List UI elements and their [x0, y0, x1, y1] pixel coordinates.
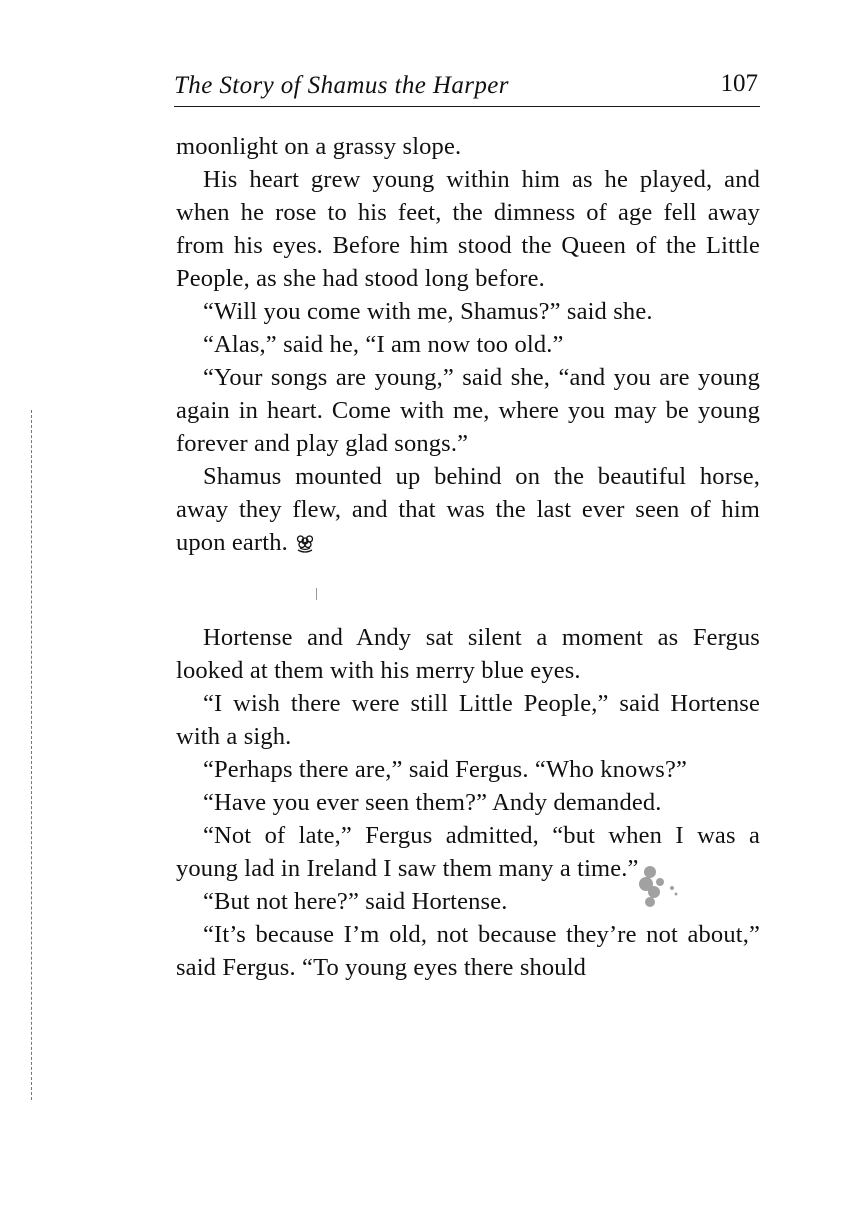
paragraph: His heart grew young within him as he played, and when he rose to his feet, the dimness of age fell away from his eyes. Before him stood the Queen of the Little People, as she had stood long before. — [176, 166, 760, 292]
paragraph: “I wish there were still Little People,” said Hortense with a sigh. — [176, 690, 760, 750]
paragraph-story-end — [176, 460, 760, 559]
paragraph: “It’s because I’m old, not because they’re not about,” said Fergus. “To young eyes there should — [176, 921, 760, 981]
scan-speck — [316, 588, 317, 600]
paragraph: “Will you come with me, Shamus?” said she. — [203, 298, 653, 325]
paragraph: “Not of late,” Fergus admitted, “but when I was a young lad in Ireland I saw them many a time.” — [176, 822, 760, 882]
page-number: 107 — [720, 70, 758, 97]
paragraph: “But not here?” said Hortense. — [203, 888, 508, 915]
paragraph: “Alas,” said he, “I am now too old.” — [203, 331, 564, 358]
paragraph: Hortense and Andy sat silent a moment as Fergus looked at them with his merry blue eyes. — [176, 624, 760, 684]
running-head — [174, 70, 760, 107]
flower-tailpiece-icon — [294, 532, 316, 554]
paragraph: “Perhaps there are,” said Fergus. “Who knows?” — [203, 756, 688, 783]
scan-margin-mark — [31, 410, 32, 1100]
paragraph-continued: moonlight on a grassy slope. — [176, 133, 462, 160]
story-end-text: Shamus mounted up behind on the beautiful horse, away they flew, and that was the last ever seen of him upon earth. — [176, 463, 760, 556]
paragraph: “Your songs are young,” said she, “and you are young again in heart. Come with me, where you may be young forever and play glad songs.” — [176, 364, 760, 457]
paragraph: “Have you ever seen them?” Andy demanded. — [203, 789, 662, 816]
ink-blot-smudge — [634, 858, 682, 914]
running-title: The Story of Shamus the Harper — [174, 72, 509, 99]
text-block — [176, 130, 760, 984]
